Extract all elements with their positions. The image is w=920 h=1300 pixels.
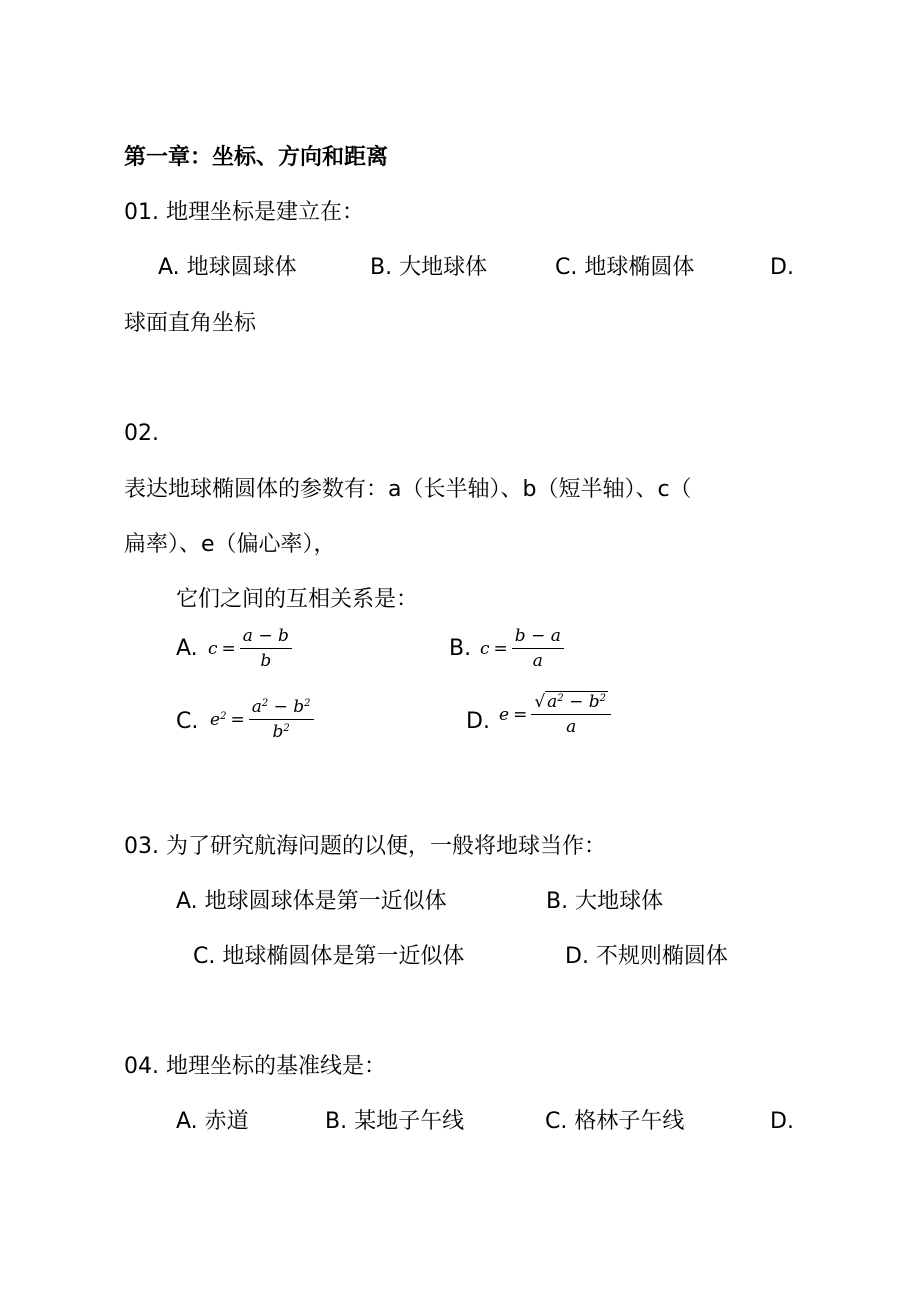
q2-stem-line3: 它们之间的互相关系是： xyxy=(176,587,419,612)
q2-stem-line1: 表达地球椭圆体的参数有：a（长半轴）、b（短半轴）、c（ xyxy=(124,477,692,502)
formula-d-numerator: √ $a^2 - b^2$ xyxy=(531,692,611,715)
formula-a-fraction xyxy=(240,626,292,671)
formula-b-fraction xyxy=(512,626,564,671)
q3-option-a: A. 地球圆球体是第一近似体 xyxy=(176,889,447,914)
formula-a-lhs: c xyxy=(208,638,218,659)
formula-a-numerator: a − b xyxy=(240,626,292,649)
formula-d-fraction xyxy=(531,692,611,737)
q4-option-c: C. 格林子午线 xyxy=(545,1109,685,1134)
q2-option-b-label: B. xyxy=(449,636,472,661)
q2-formula-c xyxy=(210,697,314,742)
formula-c-fraction xyxy=(249,697,314,742)
q3-option-d: D. 不规则椭圆体 xyxy=(565,944,728,969)
formula-b-eq: = xyxy=(493,638,508,659)
q2-stem-line2: 扁率）、e（偏心率）， xyxy=(124,532,336,557)
q2-number: 02. xyxy=(124,421,159,446)
q3-option-c: C. 地球椭圆体是第一近似体 xyxy=(193,944,465,969)
chapter-title: 第一章：坐标、方向和距离 xyxy=(124,145,389,170)
formula-b-lhs: c xyxy=(480,638,490,659)
formula-d-eq: = xyxy=(513,704,528,725)
q4-option-d-label: D. xyxy=(770,1109,794,1134)
q1-option-d-text: 球面直角坐标 xyxy=(124,311,257,336)
formula-d-denominator: a xyxy=(566,717,577,737)
q4-stem: 04. 地理坐标的基准线是： xyxy=(124,1054,386,1079)
formula-a-denominator: b xyxy=(260,651,272,671)
q2-option-c-label: C. xyxy=(176,709,199,734)
q1-option-c: C. 地球椭圆体 xyxy=(555,255,695,280)
q3-option-b: B. 大地球体 xyxy=(546,889,664,914)
q2-option-d-label: D. xyxy=(466,709,490,734)
sqrt-icon: √ xyxy=(534,692,546,712)
q1-option-a: A. 地球圆球体 xyxy=(158,255,297,280)
formula-d-lhs: e xyxy=(499,704,510,725)
q2-formula-d xyxy=(499,692,611,737)
q1-option-d-label: D. xyxy=(770,255,794,280)
q3-stem: 03. 为了研究航海问题的以便，一般将地球当作： xyxy=(124,834,606,859)
formula-b-denominator: a xyxy=(532,651,543,671)
q1-stem: 01. 地理坐标是建立在： xyxy=(124,200,364,225)
formula-a-eq: = xyxy=(221,638,236,659)
q4-option-a: A. 赤道 xyxy=(176,1109,249,1134)
q2-option-a-label: A. xyxy=(176,636,198,661)
q1-option-b: B. 大地球体 xyxy=(370,255,488,280)
formula-c-denominator: $b^2$ xyxy=(272,722,290,742)
formula-c-lhs: $e^2$ xyxy=(210,709,227,730)
q2-formula-a xyxy=(208,626,292,671)
formula-c-eq: = xyxy=(230,709,245,730)
q4-option-b: B. 某地子午线 xyxy=(325,1109,465,1134)
formula-c-numerator: $a^2 - b^2$ xyxy=(249,697,314,720)
q2-formula-b xyxy=(480,626,564,671)
formula-b-numerator: b − a xyxy=(512,626,564,649)
